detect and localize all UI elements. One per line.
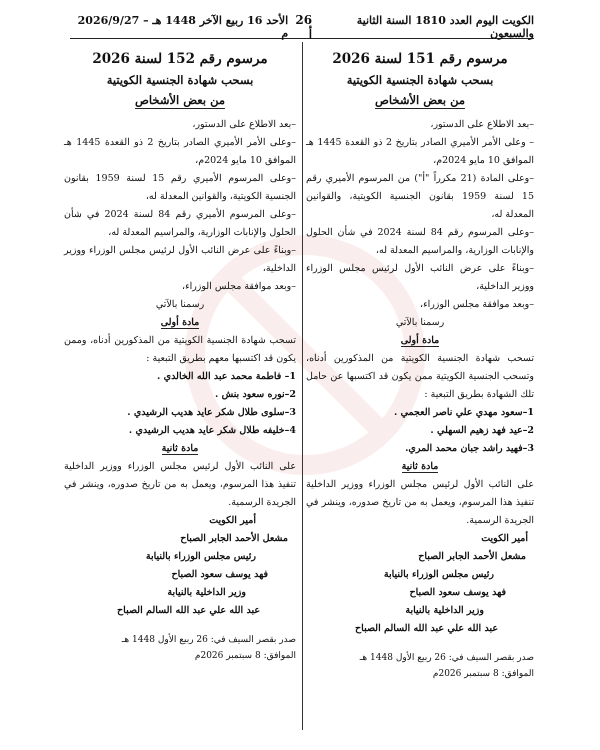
preamble-line: –وبناءً على عرض النائب الأول لرئيس مجلس الوزراء ووزير الداخلية، — [64, 245, 296, 274]
signature-title: وزير الداخلية بالنيابة — [167, 587, 246, 598]
list-item: 2–عيد فهد زهيم السهلي . — [430, 425, 534, 436]
signature-name: مشعل الأحمد الجابر الصباح — [418, 551, 526, 562]
article-2-text: على النائب الأول لرئيس مجلس الوزراء ووزير الداخلية تنفيذ هذا المرسوم، ويعمل به من تاريخ صدوره، وينشر في الجريدة الرسمية. — [306, 479, 534, 526]
issued-date: صدر بقصر السيف في: 26 ربيع الأول 1448 هـ — [121, 635, 296, 645]
decree-subtitle-2: من بعض الأشخاص — [135, 93, 225, 107]
preamble-line: –وعلى المرسوم الأميري رقم 15 لسنة 1959 بقانون الجنسية الكويتية، والقوانين المعدلة له، — [64, 173, 296, 202]
list-item: 1– فاطمة محمد عبد الله الخالدي . — [157, 371, 296, 382]
article-1-heading: مادة أولى — [160, 317, 200, 328]
list-item: 3–فهيد راشد جبان محمد المري. — [405, 443, 534, 454]
signature-name: فهد يوسف سعود الصباح — [409, 587, 506, 598]
signature-name: عبد الله علي عبد الله السالم الصباح — [117, 605, 260, 616]
header-issue: الكويت اليوم العدد 1810 السنة الثانية والسبعون — [356, 14, 534, 40]
article-1-heading: مادة أولى — [400, 335, 440, 346]
list-item: 4–خليفه طلال شكر عايد هديب الرشيدي . — [128, 425, 296, 436]
preamble-line: –وبعد موافقة مجلس الوزراء، — [182, 281, 296, 292]
decree-subtitle: بسحب شهادة الجنسية الكويتية — [346, 73, 494, 87]
signature-title: رئيس مجلس الوزراء بالنيابة — [145, 551, 256, 562]
preamble-line: –وعلى الأمر الأميري الصادر بتاريخ 2 ذو القعدة 1445 هـ الموافق 10 مايو 2024م، — [64, 137, 296, 166]
signature-title: وزير الداخلية بالنيابة — [405, 605, 484, 616]
signature-name: مشعل الأحمد الجابر الصباح — [180, 533, 288, 544]
decree-subtitle-2: من بعض الأشخاص — [375, 93, 465, 107]
issued-place-date — [64, 632, 296, 664]
signature-title: أمير الكويت — [481, 533, 528, 544]
list-item: 2–نوره سعود بنش . — [214, 389, 296, 400]
issued-date: صدر بقصر السيف في: 26 ربيع الأول 1448 هـ — [359, 653, 534, 663]
article-2-heading: مادة ثانية — [401, 461, 439, 472]
corresponding-date: الموافق: 8 سبتمبر 2026م — [432, 669, 534, 679]
list-item: 1–سعود مهدي علي ناصر العجمي . — [393, 407, 534, 418]
decree-152 — [64, 48, 296, 664]
signature-title: أمير الكويت — [209, 515, 256, 526]
preamble-line: –بعد الاطلاع على الدستور، — [192, 119, 296, 130]
header-date: الأحد 16 ربيع الآخر 1448 هـ – 2026/9/27 م — [77, 14, 289, 40]
page-header — [70, 13, 534, 41]
signature-name: عبد الله علي عبد الله السالم الصباح — [355, 623, 498, 634]
article-1-text: تسحب شهادة الجنسية الكويتية من المذكورين أدناه، وتسحب الجنسية الكويتية ممن يكون قد اكتسبها عن حامل تلك الشهادة بطريق التبعية : — [306, 353, 534, 400]
preamble-line: –بعد الاطلاع على الدستور، — [430, 119, 534, 130]
decreed-heading: رسمنا بالآتي — [395, 317, 445, 328]
preamble-line: – وعلى الأمر الأميري الصادر بتاريخ 2 ذو القعدة 1445 هـ الموافق 10 مايو 2024م، — [306, 137, 534, 166]
preamble-line: –وعلى المادة (21 مكرراً "أ") من المرسوم الأميري رقم 15 لسنة 1959 بقانون الجنسية الكويتية، والقوانين المعدلة له، — [306, 173, 534, 220]
issued-place-date — [306, 650, 534, 682]
decree-subtitle: بسحب شهادة الجنسية الكويتية — [106, 73, 254, 87]
header-page-number: 26 أ — [295, 13, 313, 41]
preamble-line: –وعلى المرسوم الأميري رقم 84 لسنة 2024 في شأن الحلول والإنابات الوزارية، والمراسيم المعدلة له، — [64, 209, 296, 238]
preamble-line: –وبعد موافقة مجلس الوزراء، — [420, 299, 534, 310]
decree-title: مرسوم رقم 152 لسنة 2026 — [92, 51, 268, 67]
preamble-line: –وبناءً على عرض النائب الأول لرئيس مجلس الوزراء ووزير الداخلية، — [306, 263, 534, 292]
article-2-heading: مادة ثانية — [161, 443, 199, 454]
preamble-line: –وعلى المرسوم رقم 84 لسنة 2024 في شأن الحلول والإنابات الوزارية، والمراسيم المعدلة له، — [306, 227, 534, 256]
decreed-heading: رسمنا بالآتي — [155, 299, 205, 310]
signature-name: فهد يوسف سعود الصباح — [171, 569, 268, 580]
article-2-text: على النائب الأول لرئيس مجلس الوزراء ووزير الداخلية تنفيذ هذا المرسوم، ويعمل به من تاريخ صدوره، وينشر في الجريدة الرسمية. — [64, 461, 296, 508]
decree-151 — [306, 48, 534, 682]
corresponding-date: الموافق: 8 سبتمبر 2026م — [194, 651, 296, 661]
decree-title: مرسوم رقم 151 لسنة 2026 — [332, 51, 508, 67]
signature-title: رئيس مجلس الوزراء بالنيابة — [383, 569, 494, 580]
article-1-text: تسحب شهادة الجنسية الكويتية من المذكورين أدناه، وممن يكون قد اكتسبها معهم بطريق التبعية : — [64, 335, 296, 364]
list-item: 3–سلوى طلال شكر عايد هديب الرشيدي . — [127, 407, 296, 418]
